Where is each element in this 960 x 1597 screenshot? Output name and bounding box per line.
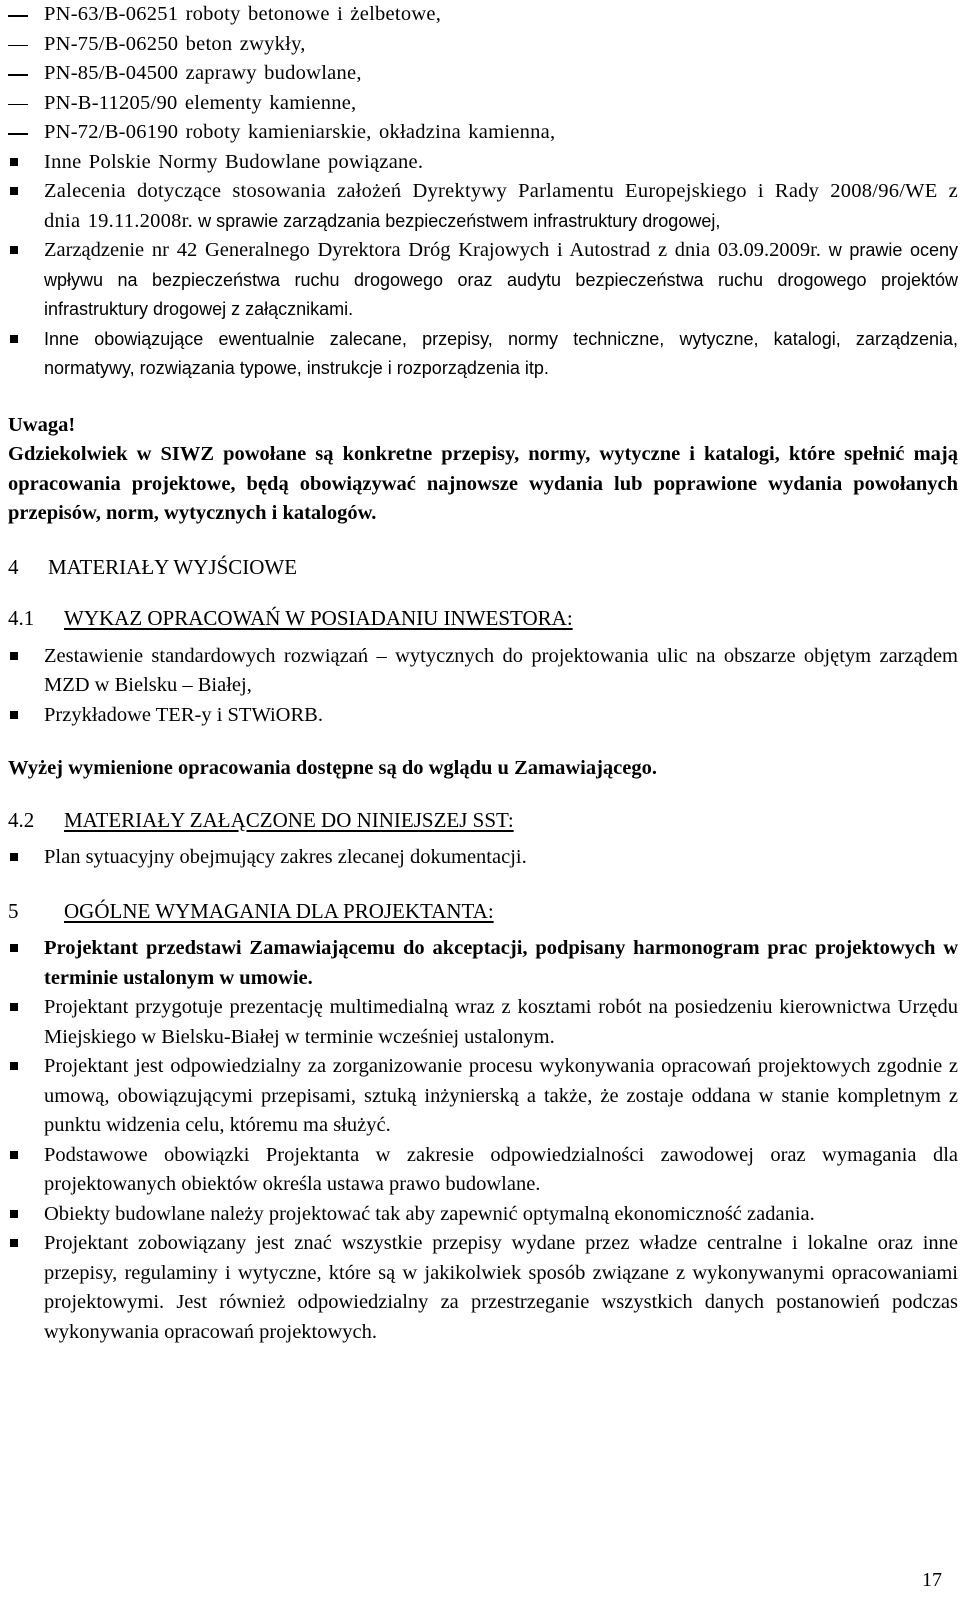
section-4-1-heading (8, 604, 958, 634)
list-item: Zalecenia dotyczące stosowania założeń Dyrektywy Parlamentu Europejskiego i Rady 2008/96/WE z dnia 19.11.2008r. w sprawie zarządzania bezpieczeństwem infrastruktury drogowej, (8, 177, 958, 236)
list-item: PN-63/B-06251 roboty betonowe i żelbetowe, (8, 0, 958, 30)
norms-dash-list (8, 0, 958, 148)
section-number: 4.1 (8, 606, 35, 630)
page-number: 17 (922, 1568, 942, 1591)
list-item: Inne Polskie Normy Budowlane powiązane. (8, 148, 958, 178)
square-bullet-icon (8, 1229, 42, 1247)
section-title: OGÓLNE WYMAGANIA DLA PROJEKTANTA: (64, 898, 494, 923)
square-bullet-icon (8, 1200, 42, 1218)
section-number: 4 (8, 554, 19, 579)
list-item: Przykładowe TER-y i STWiORB. (8, 701, 958, 731)
section-5-heading (8, 897, 958, 927)
square-bullet-icon (8, 934, 42, 952)
square-bullet-icon (8, 843, 42, 861)
list-item: PN-85/B-04500 zaprawy budowlane, (8, 59, 958, 89)
section-number: 5 (8, 898, 19, 923)
dash-bullet-icon (8, 0, 42, 17)
notice-text: Gdziekolwiek w SIWZ powołane są konkretne przepisy, normy, wytyczne i katalogi, które spełnić mają opracowania projektowe, będą obowiązywać najnowsze wydania lub poprawione wydania powołanych przepisów, norm, wytycznych i katalogów. (8, 443, 958, 524)
section-4-1-list (8, 642, 958, 731)
square-bullet-icon (8, 1141, 42, 1159)
square-bullet-icon (8, 236, 42, 254)
list-item: Plan sytuacyjny obejmujący zakres zlecanej dokumentacji. (8, 843, 958, 873)
square-bullet-icon (8, 993, 42, 1011)
list-item: Obiekty budowlane należy projektować tak aby zapewnić optymalną ekonomiczność zadania. (8, 1200, 958, 1230)
list-item: Projektant zobowiązany jest znać wszystkie przepisy wydane przez władze centralne i lokalne oraz inne przepisy, regulaminy i wytyczne, które są w jakikolwiek sposób związane z wykonywanymi opracowaniami projektowymi. Jest również odpowiedzialny za przestrzeganie wszystkich danych postanowień podczas wykonywania opracowań projektowych. (8, 1229, 958, 1347)
list-item: PN-75/B-06250 beton zwykły, (8, 30, 958, 60)
dash-bullet-icon (8, 89, 42, 106)
section-4-heading (8, 553, 958, 583)
list-item: PN-72/B-06190 roboty kamieniarskie, okładzina kamienna, (8, 118, 958, 148)
list-item: Projektant jest odpowiedzialny za zorganizowanie procesu wykonywania opracowań projektowych zgodnie z umową, obowiązującymi przepisami, sztuką inżynierską a także, że zostaje oddana w stanie kompletnym z punktu widzenia celu, któremu ma służyć. (8, 1052, 958, 1141)
square-bullet-icon (8, 325, 42, 343)
square-bullet-icon (8, 1052, 42, 1070)
notice-title: Uwaga! (8, 413, 76, 436)
section-title: MATERIAŁY WYJŚCIOWE (48, 554, 298, 579)
square-bullet-icon (8, 701, 42, 719)
list-item: Zarządzenie nr 42 Generalnego Dyrektora Dróg Krajowych i Autostrad z dnia 03.09.2009r. w prawie oceny wpływu na bezpieczeństwa ruchu drogowego oraz audytu bezpieczeństwa ruchu drogowego projektów infrastruktury drogowej z załącznikami. (8, 236, 958, 325)
list-item: Podstawowe obowiązki Projektanta w zakresie odpowiedzialności zawodowej oraz wymagania dla projektowanych obiektów określa ustawa prawo budowlane. (8, 1141, 958, 1200)
square-bullet-icon (8, 642, 42, 660)
dash-bullet-icon (8, 118, 42, 135)
norms-bullet-list (8, 148, 958, 384)
dash-bullet-icon (8, 30, 42, 47)
section-4-1-note: Wyżej wymienione opracowania dostępne są do wglądu u Zamawiającego. (8, 757, 657, 779)
section-title: MATERIAŁY ZAŁĄCZONE DO NINIEJSZEJ SST: (64, 807, 514, 832)
section-title: WYKAZ OPRACOWAŃ W POSIADANIU INWESTORA: (64, 606, 573, 630)
square-bullet-icon (8, 177, 42, 195)
section-number: 4.2 (8, 807, 35, 832)
section-4-2-list (8, 843, 958, 873)
list-item: PN-B-11205/90 elementy kamienne, (8, 89, 958, 119)
page-content (8, 0, 958, 1347)
list-item: Projektant przedstawi Zamawiającemu do akceptacji, podpisany harmonogram prac projektowych w terminie ustalonym w umowie. (8, 934, 958, 993)
list-item: Projektant przygotuje prezentację multimedialną wraz z kosztami robót na posiedzeniu kierownictwa Urzędu Miejskiego w Bielsku-Białej w terminie wcześniej ustalonym. (8, 993, 958, 1052)
square-bullet-icon (8, 148, 42, 166)
list-item: Zestawienie standardowych rozwiązań – wytycznych do projektowania ulic na obszarze objętym zarządem MZD w Bielsku – Białej, (8, 642, 958, 701)
section-5-list (8, 934, 958, 1347)
list-item: Inne obowiązujące ewentualnie zalecane, przepisy, normy techniczne, wytyczne, katalogi, zarządzenia, normatywy, rozwiązania typowe, instrukcje i rozporządzenia itp. (8, 325, 958, 384)
section-4-2-heading (8, 806, 958, 836)
dash-bullet-icon (8, 59, 42, 76)
